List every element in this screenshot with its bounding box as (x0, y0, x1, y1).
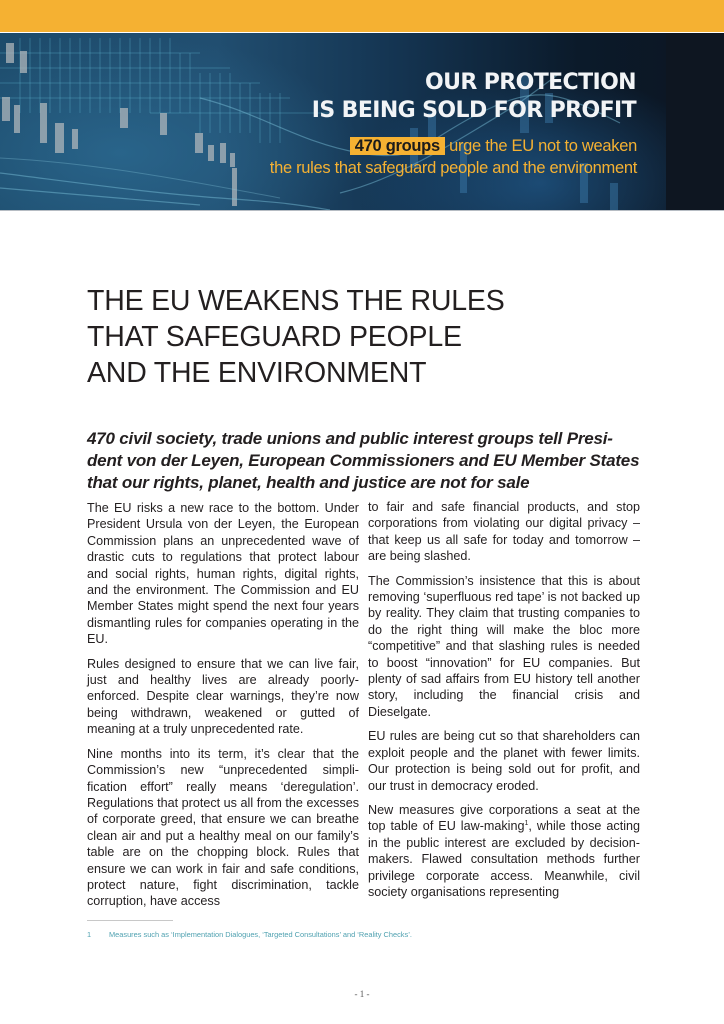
footnote-reference[interactable]: 1 (524, 820, 529, 828)
banner-subheadline-line-1 (270, 135, 637, 157)
banner-headline-line-1: OUR PROTECTION (424, 70, 636, 95)
page-title-line-3: AND THE ENVIRONMENT (87, 357, 427, 389)
body-text: , while those acting in the public interest are excluded by decision-makers. Flawed consultation methods further privilege corporate access. Meanwhile, civil society organisations representing (368, 819, 641, 899)
page-number: - 1 - (354, 989, 370, 999)
footnote-number: 1 (87, 930, 92, 939)
banner-headline (312, 69, 636, 125)
lede-paragraph: 470 civil society, trade unions and public interest groups tell President von der Leyen, European Commissioners and EU Member States that our rights, planet, health and justice are not for sale (87, 429, 640, 492)
banner-subheadline-line-1-text: urge the EU not to weaken (444, 137, 637, 155)
body-text: New measures give corporations a seat at the top table of EU law-making (368, 802, 640, 834)
body-paragraph: The EU risks a new race to the bottom. Under President Ursula von der Leyen, the European Commission plans an unprecedented wave of drastic cuts to regulations that protect labour and social rights, human rights, digital rights, and the environment. The Commission and EU Member States might spend the next four years dismantling rules for companies operating in the EU. (87, 501, 359, 647)
body-paragraph: EU rules are being cut so that shareholders can exploit people and the planet with fewer limits. Our protection is being sold out for profit, and our trust in democracy eroded. (368, 729, 640, 793)
banner-headline-line-2: IS BEING SOLD FOR PROFIT (311, 98, 636, 123)
body-paragraph: to fair and safe financial products, and stop corporations from violating our digital privacy – that keep us all safe for today and tomorrow – are being slashed. (368, 500, 640, 564)
page-title-line-1: THE EU WEAKENS THE RULES (87, 285, 505, 317)
footnote (87, 930, 412, 939)
footnote-text: Measures such as ‘Implementation Dialogues, ‘Targeted Consultations’ and ‘Reality Checks’. (109, 930, 412, 939)
page-title-line-2: THAT SAFEGUARD PEOPLE (87, 321, 462, 353)
banner-right-strip (666, 33, 724, 210)
page-title (87, 283, 647, 391)
body-paragraph (368, 802, 640, 900)
body-paragraph: Nine months into its term, it’s clear that the Commission’s new “unprecedented simplification effort” really means ‘deregulation’. Regulations that protect us all from the excesses of corporate greed, that ensure we can breathe clean air and put a healthy meal on our family’s table are on the chopping block. Rules that ensure we can work in fair and safe conditions, protect nature, fight discrimination, tackle corruption, have access (87, 746, 359, 909)
banner-subheadline (270, 135, 637, 179)
body-paragraph: Rules designed to ensure that we can live fair, just and healthy lives are already poorly-enforced. Despite clear warnings, they’re now being withdrawn, weakened or gutted of meaning at a truly unprecedented rate. (87, 656, 359, 737)
banner-subheadline-line-2: the rules that safeguard people and the environment (269, 159, 637, 177)
header-banner (0, 33, 724, 211)
top-accent-band (0, 0, 724, 32)
footnote-divider (87, 920, 173, 921)
body-column-left (87, 500, 359, 918)
groups-count-highlight: 470 groups (350, 137, 445, 155)
body-paragraph: The Commission’s insistence that this is about removing ‘superfluous red tape’ is not backed up by reality. They claim that trusting companies to do the right thing will make the bloc more “competitive” and that slashing rules is needed to boost “innovation” for EU companies. But plenty of sad affairs from EU history tell another story, including the financial crisis and Dieselgate. (368, 573, 640, 719)
body-column-right (368, 499, 640, 908)
